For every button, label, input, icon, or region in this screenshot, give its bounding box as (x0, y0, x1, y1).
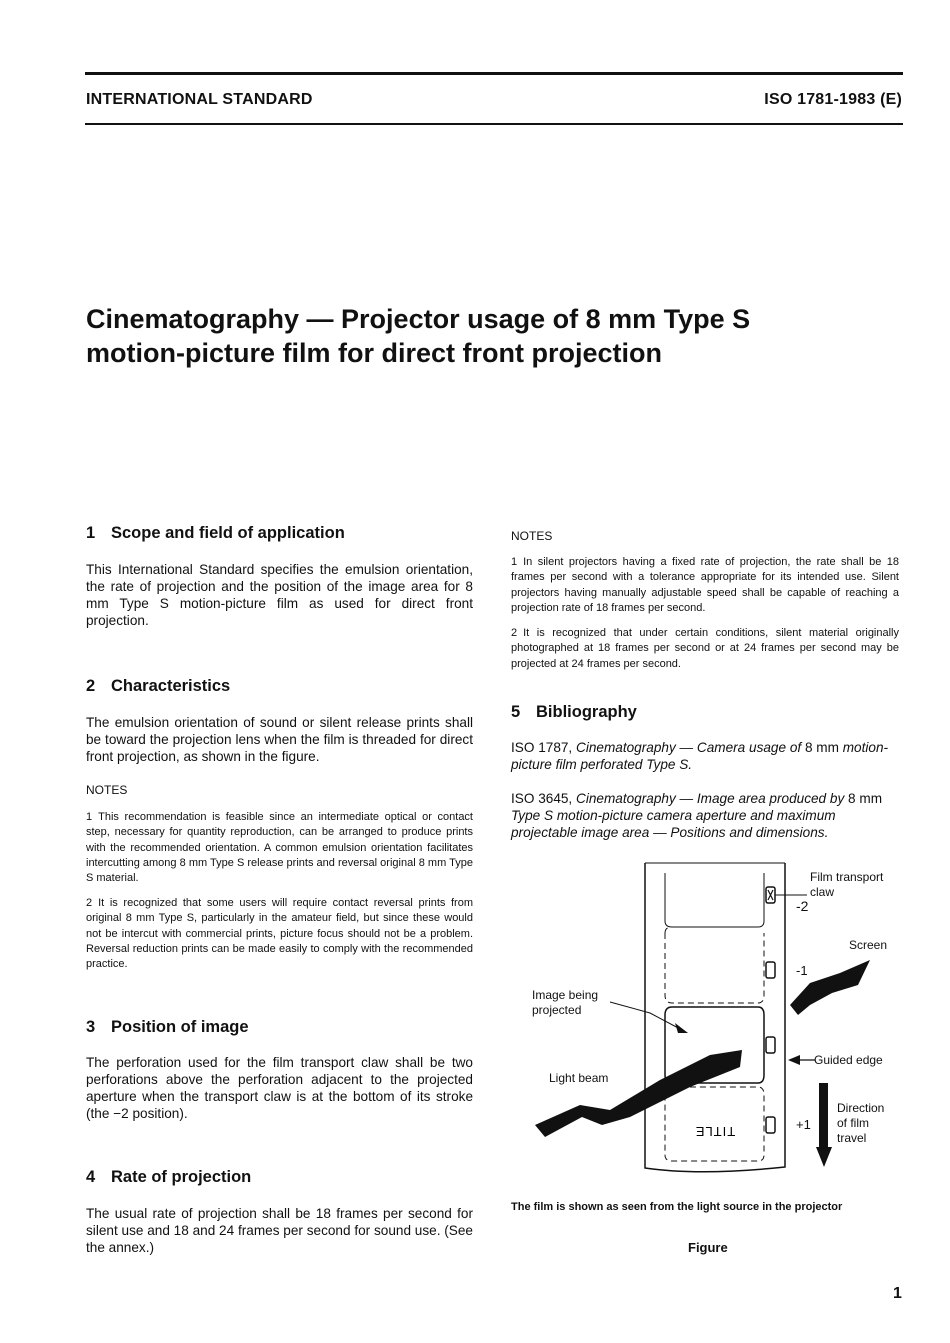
label-minus-2: -2 (796, 898, 809, 914)
label-claw: claw (810, 885, 835, 899)
section-title: Characteristics (111, 677, 231, 695)
section-number: 5 (511, 703, 521, 721)
frame-4-title (665, 1087, 764, 1161)
note-text: This recommendation is feasible since an intermediate optical or contact step, necessary for quantity reproduction, can be arranged to produce prints with the recommended orientation. A common emulsion orientation facilitates intercutting among 8 mm Type S release prints and reversal original 8 mm Type S material. (86, 811, 473, 885)
label-plus-1: +1 (796, 1117, 811, 1132)
label-guided-edge: Guided edge (814, 1053, 883, 1067)
section-4-note-2 (511, 626, 899, 672)
ref-title: Cinematography — Image area produced by (576, 791, 845, 806)
label-light-beam: Light beam (549, 1071, 609, 1085)
direction-arrow-head-icon (816, 1147, 832, 1167)
page-title (86, 302, 886, 370)
perforation-plus-1 (766, 1117, 775, 1133)
label-film-transport: Film transport (810, 870, 884, 884)
label-minus-1: -1 (796, 963, 808, 978)
frame-1 (665, 873, 764, 927)
section-number: 3 (86, 1018, 96, 1036)
direction-arrow-shaft (819, 1083, 828, 1151)
label-screen: Screen (849, 938, 888, 952)
note-number: 1 (86, 811, 93, 823)
header-top-rule (85, 72, 903, 75)
ref-size: 8 mm (848, 791, 883, 806)
bibliography-ref-1 (511, 739, 903, 773)
page-number: 1 (893, 1285, 902, 1302)
label-image-being: Image being (532, 988, 599, 1002)
note-number: 1 (511, 556, 518, 568)
section-3-heading (86, 1018, 249, 1037)
header-right: ISO 1781-1983 (E) (764, 91, 902, 108)
title-line-2: motion-picture film for direct front projection (86, 338, 662, 368)
section-4-notes-label: NOTES (511, 529, 553, 543)
note-text: It is recognized that some users will require contact reversal prints from original 8 mm Type S, particularly in the amateur field, but since these would not be intercut with commercial prints, picture focus should not be a problem. Reversal reduction prints can be made easily to comply with the recommended practice. (86, 897, 473, 971)
section-4-note-1 (511, 555, 899, 616)
ref-size: 8 mm (804, 740, 839, 755)
section-1-text: This International Standard specifies the emulsion orientation, the rate of projection and the position of the image area for 8 mm Type S motion-picture film as used for direct front projection. (86, 562, 473, 628)
note-text: In silent projectors having a fixed rate of projection, the rate shall be 18 frames per second with a tolerance appropriate for its intended use. Silent projectors having manually adjustable speed shall be capable of reaching a projection rate of 18 frames per second. (511, 556, 899, 614)
section-title: Scope and field of application (111, 524, 345, 542)
label-of-film: of film (837, 1116, 870, 1130)
label-projected: projected (532, 1003, 582, 1017)
section-number: 4 (86, 1168, 96, 1186)
section-2-notes-label: NOTES (86, 783, 128, 797)
figure-caption: The film is shown as seen from the light source in the projector (511, 1201, 843, 1213)
label-direction: Direction (837, 1101, 885, 1115)
section-2-note-1 (86, 810, 473, 886)
image-pointer-arrow-icon (675, 1023, 688, 1033)
section-title: Rate of projection (111, 1168, 252, 1186)
note-number: 2 (511, 627, 518, 639)
frame-title-text: TITLE (694, 1124, 736, 1139)
image-pointer-line (610, 1002, 682, 1030)
ref-title: Cinematography — Camera usage of (576, 740, 802, 755)
section-1-heading (86, 524, 345, 543)
section-2-text: The emulsion orientation of sound or silent release prints shall be toward the projection lens when the film is threaded for direct front projection, as shown in the figure. (86, 715, 473, 764)
section-title: Position of image (111, 1018, 249, 1036)
bibliography-ref-2 (511, 790, 903, 841)
section-4-heading (86, 1168, 251, 1187)
note-text: It is recognized that under certain conditions, silent material originally photographed at 18 frames per second or at 24 frames per second may be projected at 24 frames per second. (511, 627, 899, 670)
light-beam-shape (535, 1050, 742, 1137)
label-travel: travel (837, 1131, 867, 1145)
perforation-0 (766, 1037, 775, 1053)
header-bottom-rule (85, 123, 903, 125)
ref-rest: motion-picture film perforated Type S. (511, 740, 889, 772)
figure-name: Figure (688, 1240, 728, 1255)
section-number: 2 (86, 677, 96, 695)
section-4-text: The usual rate of projection shall be 18 frames per second for silent use and 18 and 24 frames per second for sound use. (See the annex.) (86, 1206, 473, 1255)
guided-edge-arrow-icon (788, 1055, 800, 1065)
section-5-heading (511, 703, 637, 722)
ref-code: ISO 3645, (511, 791, 573, 806)
ref-rest: Type S motion-picture camera aperture and maximum projectable image area — Positions and dimensions. (511, 808, 836, 840)
section-title: Bibliography (536, 703, 637, 721)
section-number: 1 (86, 524, 96, 542)
perforation-minus-1 (766, 962, 775, 978)
ref-code: ISO 1787, (511, 740, 573, 755)
title-line-1: Cinematography — Projector usage of 8 mm Type S (86, 304, 751, 334)
header-left: INTERNATIONAL STANDARD (86, 91, 313, 108)
frame-2 (665, 927, 764, 1003)
note-number: 2 (86, 897, 93, 909)
section-3-text: The perforation used for the film transport claw shall be two perforations above the perforation adjacent to the projected aperture when the transport claw is at the bottom of its stroke (the −2 position). (86, 1055, 473, 1121)
section-2-heading (86, 677, 230, 696)
section-2-note-2 (86, 896, 473, 972)
